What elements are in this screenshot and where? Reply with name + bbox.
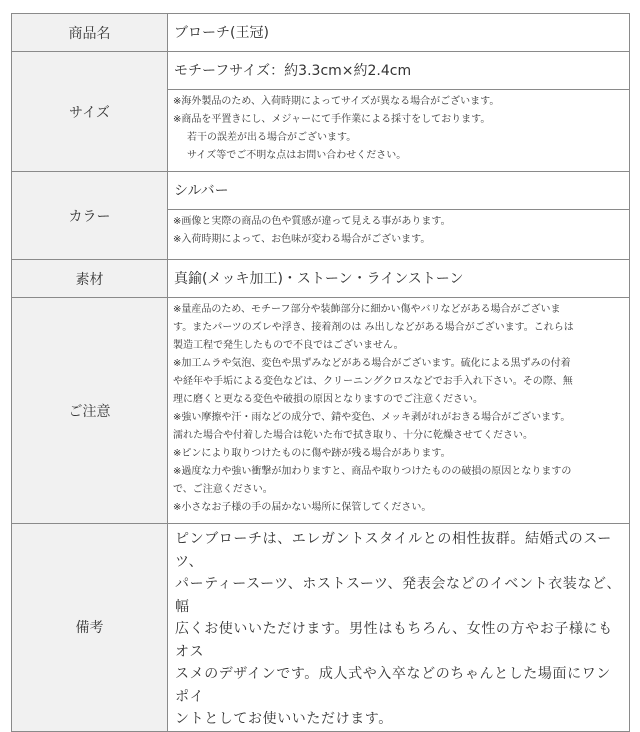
remarks-label: 備考	[12, 524, 168, 732]
row-caution	[12, 298, 630, 524]
caution-line: ※過度な力や強い衝撃が加わりますと、商品や取りつけたものの破損の原因となりますの	[173, 466, 572, 477]
remarks-line: ピンブローチは、エレガントスタイルとの相性抜群。結婚式のスーツ、	[175, 531, 612, 570]
caution-line: ※加工ムラや気泡、変色や黒ずみなどがある場合がございます。硫化による黒ずみの付着	[173, 358, 571, 369]
size-label: サイズ	[12, 52, 168, 172]
color-value: シルバー	[168, 172, 630, 210]
size-note-1: ※海外製品のため、入荷時期によってサイズが異なる場合がございます。	[173, 96, 500, 107]
size-value: モチーフサイズ：約3.3cm×約2.4cm	[168, 52, 630, 90]
caution-line: 濡れた場合や付着した場合は乾いた布で拭き取り、十分に乾燥させてください。	[173, 430, 533, 441]
caution-label: ご注意	[12, 298, 168, 524]
caution-line: 理に磨くと更なる変色や破損の原因となりますのでご注意ください。	[173, 394, 483, 405]
material-label: 素材	[12, 260, 168, 298]
caution-line: や経年や手垢による変色などは、クリーニングクロスなどでお手入れ下さい。その際、無	[173, 376, 573, 387]
caution-text	[168, 298, 630, 524]
caution-line: で、ご注意ください。	[173, 484, 273, 495]
remarks-text	[168, 524, 630, 732]
remarks-line: 広くお使いいただけます。男性はもちろん、女性の方やお子様にもオス	[175, 621, 613, 660]
row-size	[12, 52, 630, 90]
row-color	[12, 172, 630, 210]
remarks-line: パーティースーツ、ホストスーツ、発表会などのイベント衣装など、幅	[175, 576, 622, 615]
product-spec-table	[11, 13, 630, 732]
size-note-4: サイズ等でご不明な点はお問い合わせください。	[187, 150, 407, 161]
color-note-1: ※画像と実際の商品の色や質感が違って見える事があります。	[173, 216, 451, 227]
caution-line: す。またパーツのズレや浮き、接着剤のは み出しなどがある場合がございます。これらは	[173, 322, 574, 333]
remarks-line: スメのデザインです。成人式や入卒などのちゃんとした場面にワンポイ	[175, 666, 611, 705]
remarks-line: ントとしてお使いいただけます。	[175, 711, 393, 727]
row-remarks	[12, 524, 630, 732]
color-notes	[168, 210, 630, 260]
caution-line: 製造工程で発生したもので不良ではございません。	[173, 340, 404, 351]
caution-line: ※小さなお子様の手の届かない場所に保管してください。	[173, 502, 432, 513]
row-material	[12, 260, 630, 298]
product-name-label: 商品名	[12, 14, 168, 52]
product-name-value: ブローチ(王冠)	[168, 14, 630, 52]
row-product-name	[12, 14, 630, 52]
material-value: 真鍮(メッキ加工)・ストーン・ラインストーン	[168, 260, 630, 298]
caution-line: ※強い摩擦や汗・雨などの成分で、錆や変色、メッキ剥がれがおきる場合がございます。	[173, 412, 571, 423]
size-notes	[168, 90, 630, 172]
color-note-2: ※入荷時期によって、お色味が変わる場合がございます。	[173, 234, 431, 245]
size-note-3: 若干の誤差が出る場合がございます。	[187, 132, 357, 143]
caution-line: ※ピンにより取りつけたものに傷や跡が残る場合があります。	[173, 448, 451, 459]
size-note-2: ※商品を平置きにし、メジャーにて手作業による採寸をしております。	[173, 114, 491, 125]
color-label: カラー	[12, 172, 168, 260]
caution-line: ※量産品のため、モチーフ部分や装飾部分に細かい傷やバリなどがある場合がございま	[173, 304, 561, 315]
